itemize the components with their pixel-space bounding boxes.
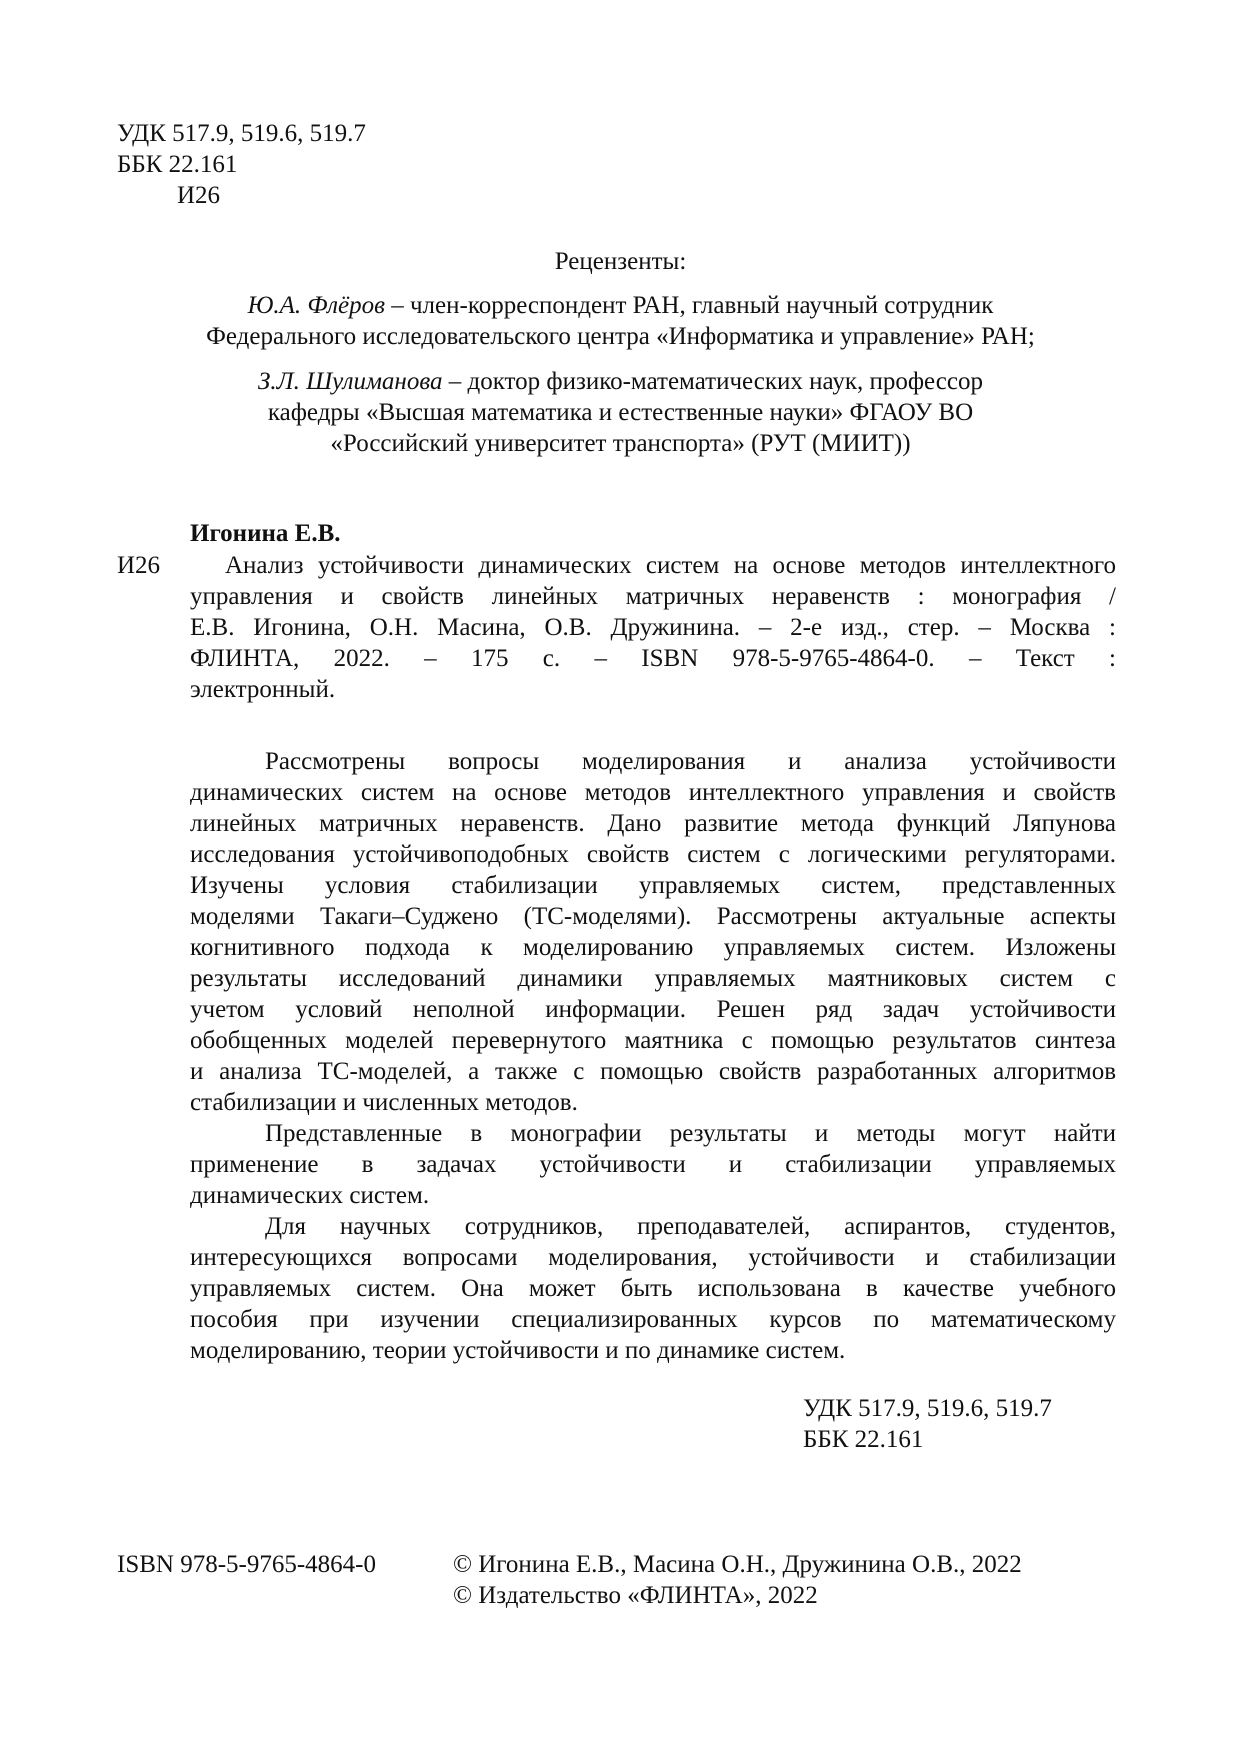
annotation-line: Рассмотрены вопросы моделирования и анализа устойчивости — [265, 748, 1116, 775]
annotation-line: стабилизации и численных методов. — [190, 1089, 578, 1116]
reviewers-heading: Рецензенты: — [554, 248, 687, 275]
reviewer-1-name: Ю.А. Флёров — [247, 292, 385, 319]
annotation-line: моделями Такаги–Суджено (ТС-моделями). Рассмотрены актуальные аспекты — [190, 903, 1116, 930]
annotation-line: исследования устойчивоподобных свойств систем с логическими регуляторами. — [190, 841, 1116, 868]
bib-mark: И26 — [117, 552, 161, 579]
reviewer-1-affiliation: Федерального исследовательского центра «Информатика и управление» РАН; — [206, 323, 1035, 350]
annotation-line: Представленные в монографии результаты и методы могут найти — [265, 1120, 1116, 1147]
annotation-line: динамических систем на основе методов интеллектного управления и свойств — [190, 779, 1116, 806]
bib-line: Е.В. Игонина, О.Н. Масина, О.В. Дружинина. – 2-е изд., стер. – Москва : — [190, 614, 1116, 641]
annotation-line: моделированию, теории устойчивости и по динамике систем. — [190, 1337, 846, 1364]
udk-code: УДК 517.9, 519.6, 519.7 — [117, 120, 366, 147]
annotation-line: интересующихся вопросами моделирования, устойчивости и стабилизации — [190, 1244, 1116, 1271]
annotation-line: результаты исследований динамики управляемых маятниковых систем с — [190, 965, 1116, 992]
reviewer-2 — [0, 366, 1241, 459]
bib-line: ФЛИНТА, 2022. – 175 с. – ISBN 978-5-9765-4864-0. – Текст : — [190, 645, 1116, 672]
annotation-paragraph-2 — [190, 1118, 1116, 1211]
reviewer-2-name: З.Л. Шулиманова — [258, 368, 443, 395]
annotation-line: управляемых систем. Она может быть использована в качестве учебного — [190, 1275, 1116, 1302]
annotation-line: обобщенных моделей перевернутого маятника с помощью результатов синтеза — [190, 1027, 1116, 1054]
annotation-line: пособия при изучении специализированных курсов по математическому — [190, 1306, 1116, 1333]
bib-description — [190, 550, 1116, 705]
bib-line: управления и свойств линейных матричных неравенств : монография / — [190, 583, 1116, 610]
bib-line: электронный. — [190, 676, 336, 703]
classification-top — [117, 118, 366, 211]
author-mark: И26 — [177, 182, 221, 209]
annotation-line: применение в задачах устойчивости и стабилизации управляемых — [190, 1151, 1116, 1178]
copyright-publisher: © Издательство «ФЛИНТА», 2022 — [453, 1582, 818, 1609]
bib-author-heading — [190, 518, 341, 549]
annotation-line: линейных матричных неравенств. Дано развитие метода функций Ляпунова — [190, 810, 1116, 837]
copyright-block — [453, 1549, 1022, 1611]
reviewer-1-title: – член-корреспондент РАН, главный научный сотрудник — [384, 292, 994, 319]
reviewer-2-university: «Российский университет транспорта» (РУТ (МИИТ)) — [330, 430, 911, 457]
annotation-line: учетом условий неполной информации. Решен ряд задач устойчивости — [190, 996, 1116, 1023]
annotation-line: Изучены условия стабилизации управляемых систем, представленных — [190, 872, 1116, 899]
annotation — [190, 746, 1116, 1366]
annotation-line: и анализа ТС-моделей, а также с помощью свойств разработанных алгоритмов — [190, 1058, 1116, 1085]
annotation-paragraph-1 — [190, 746, 1116, 1118]
classification-bottom — [803, 1393, 1052, 1455]
annotation-line: динамических систем. — [190, 1182, 430, 1209]
isbn: ISBN 978-5-9765-4864-0 — [117, 1551, 377, 1578]
bib-line: Анализ устойчивости динамических систем на основе методов интеллектного — [225, 552, 1116, 579]
reviewer-2-title: – доктор физико-математических наук, профессор — [442, 368, 983, 395]
annotation-paragraph-3 — [190, 1211, 1116, 1366]
reviewer-2-department: кафедры «Высшая математика и естественные науки» ФГАОУ ВО — [267, 399, 974, 426]
bbk-code-bottom: ББК 22.161 — [803, 1426, 924, 1453]
annotation-line: Для научных сотрудников, преподавателей, аспирантов, студентов, — [265, 1213, 1116, 1240]
reviewer-1 — [0, 290, 1241, 352]
bbk-code: ББК 22.161 — [117, 151, 238, 178]
copyright-authors: © Игонина Е.В., Масина О.Н., Дружинина О.В., 2022 — [453, 1551, 1022, 1578]
annotation-line: когнитивного подхода к моделированию управляемых систем. Изложены — [190, 934, 1116, 961]
bib-author: Игонина Е.В. — [190, 520, 341, 547]
udk-code-bottom: УДК 517.9, 519.6, 519.7 — [803, 1395, 1052, 1422]
